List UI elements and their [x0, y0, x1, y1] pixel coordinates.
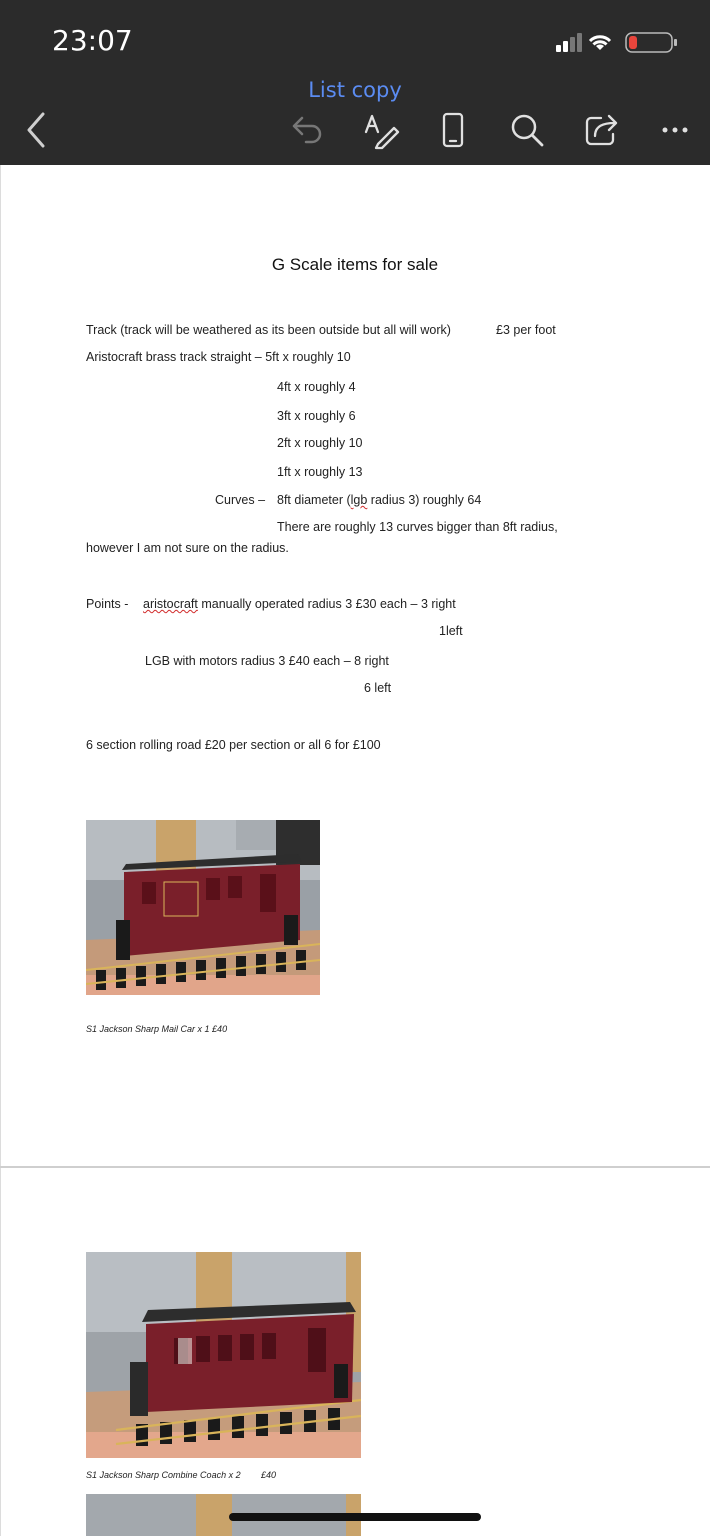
points-aristo-rest: manually operated radius 3 £30 each – 3 right — [197, 597, 456, 611]
top-bar — [0, 0, 710, 165]
search-icon — [507, 110, 547, 150]
search-button[interactable] — [505, 108, 549, 152]
points-lgb-left: 6 left — [364, 681, 392, 695]
more-button[interactable] — [653, 108, 697, 152]
curves-post: radius 3) roughly 64 — [367, 493, 482, 507]
page-edge — [0, 165, 1, 1536]
combine-coach-image — [86, 1252, 361, 1458]
pen-icon — [360, 110, 400, 150]
undo-button[interactable] — [284, 108, 328, 152]
chevron-left-icon — [21, 110, 51, 150]
status-icons — [556, 30, 682, 54]
undo-icon — [286, 110, 326, 150]
mobile-view-button[interactable] — [431, 108, 475, 152]
straight-4ft: 4ft x roughly 4 — [277, 380, 356, 394]
points-aristo-left: 1left — [439, 624, 463, 638]
mail-car-image — [86, 820, 320, 995]
track-line: Track (track will be weathered as its been outside but all will work) — [86, 323, 451, 337]
curves-note-2: however I am not sure on the radius. — [86, 541, 289, 555]
share-icon — [581, 110, 621, 150]
rolling-road: 6 section rolling road £20 per section or all 6 for £100 — [86, 738, 381, 752]
page-break — [0, 1166, 710, 1168]
mail-car-caption: S1 Jackson Sharp Mail Car x 1 £40 — [86, 1024, 228, 1034]
points-aristo-line — [143, 597, 456, 611]
straight-3ft: 3ft x roughly 6 — [277, 409, 356, 423]
phone-icon — [433, 110, 473, 150]
more-icon — [655, 110, 695, 150]
brass-track-line: Aristocraft brass track straight – 5ft x roughly 10 — [86, 350, 351, 364]
combine-coach-photo — [86, 1252, 361, 1458]
curves-pre: 8ft diameter ( — [277, 493, 351, 507]
status-time: 23:07 — [52, 24, 133, 57]
signal-wifi-battery-icon — [556, 30, 682, 54]
points-lgb: LGB with motors radius 3 £40 each – 8 right — [145, 654, 389, 668]
back-button[interactable] — [14, 108, 58, 152]
mail-car-photo — [86, 820, 320, 995]
curves-note-1: There are roughly 13 curves bigger than 8ft radius, — [277, 520, 558, 534]
document-heading: G Scale items for sale — [271, 255, 439, 274]
home-indicator[interactable] — [229, 1513, 481, 1521]
curves-label: Curves – — [215, 493, 266, 507]
curves-line — [277, 493, 481, 507]
curves-lgb: lgb — [350, 493, 368, 507]
straight-1ft: 1ft x roughly 13 — [277, 465, 363, 479]
track-price: £3 per foot — [496, 323, 556, 337]
points-aristo: aristocraft — [143, 597, 198, 611]
edit-button[interactable] — [358, 108, 402, 152]
combine-coach-caption: S1 Jackson Sharp Combine Coach x 2 — [86, 1470, 241, 1480]
straight-2ft: 2ft x roughly 10 — [277, 436, 363, 450]
combine-coach-price: £40 — [261, 1470, 277, 1480]
document-title[interactable]: List copy — [308, 78, 402, 102]
share-button[interactable] — [579, 108, 623, 152]
points-label: Points - — [86, 597, 129, 611]
